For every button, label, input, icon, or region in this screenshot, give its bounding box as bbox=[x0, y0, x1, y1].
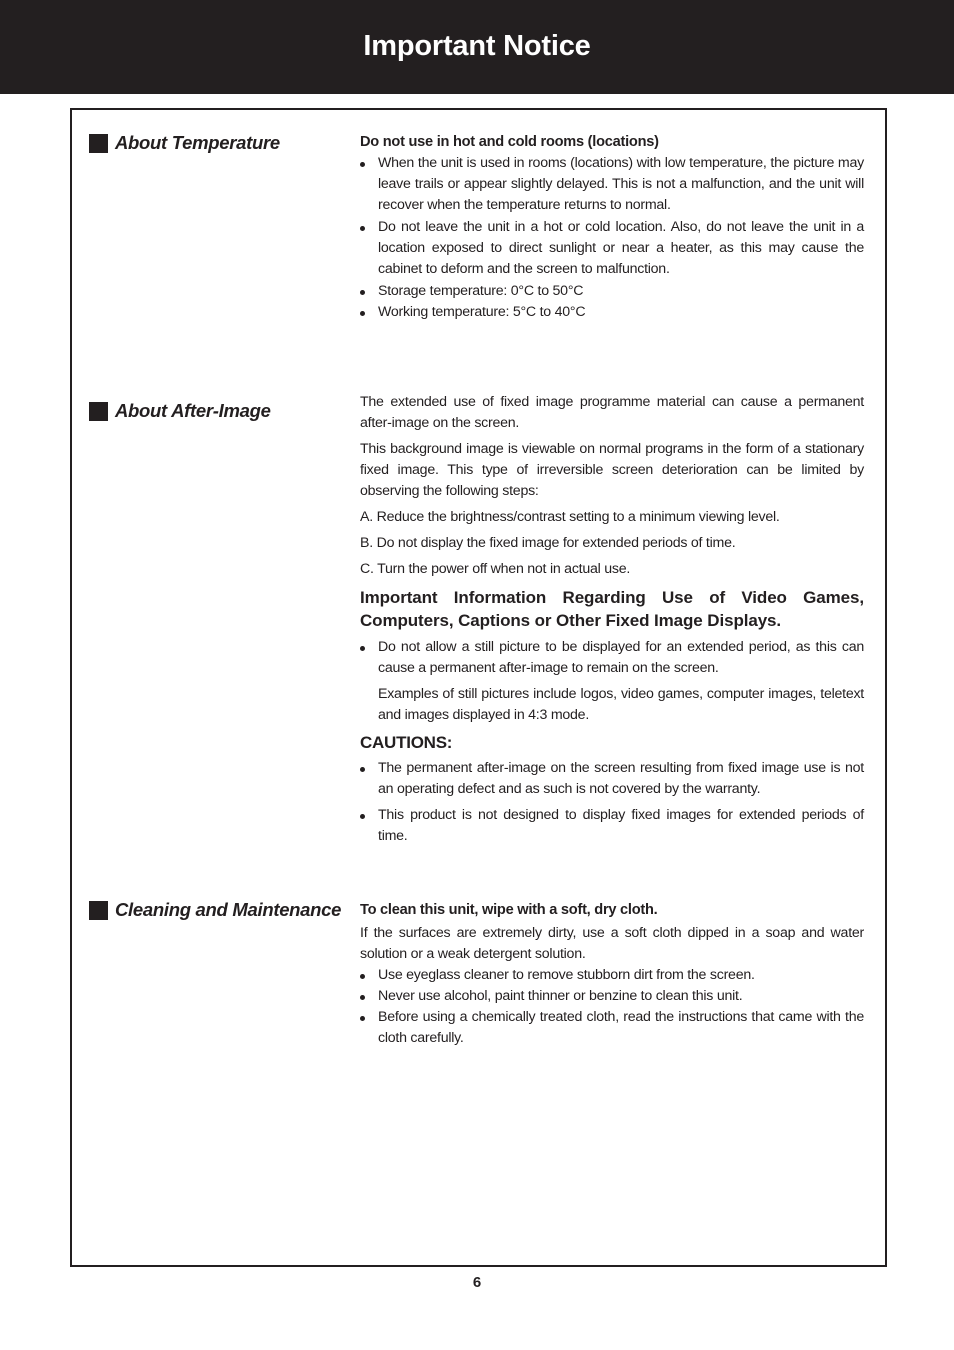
examples-text: Examples of still pictures include logos, video games, computer images, teletext and images displayed in 4:3 mode. bbox=[378, 686, 864, 723]
page-number: 6 bbox=[472, 1274, 482, 1291]
bullet-icon bbox=[360, 995, 365, 1000]
step-b: B. Do not display the fixed image for extended periods of time. bbox=[360, 535, 736, 551]
after-image-intro: The extended use of fixed image programme material can cause a permanent after-image on the screen. bbox=[360, 394, 864, 431]
square-bullet-icon bbox=[89, 901, 108, 920]
after-image-content bbox=[360, 392, 864, 847]
bullet-icon bbox=[360, 1016, 365, 1021]
section-heading-after-image bbox=[89, 400, 271, 422]
bullet-icon bbox=[360, 311, 365, 316]
header-bar bbox=[0, 0, 954, 94]
list-item: Working temperature: 5°C to 40°C bbox=[360, 302, 864, 323]
bullet-icon bbox=[360, 290, 365, 295]
square-bullet-icon bbox=[89, 402, 108, 421]
section-heading-cleaning bbox=[89, 899, 341, 921]
temperature-list bbox=[360, 153, 864, 323]
list-item: This product is not designed to display fixed images for extended periods of time. bbox=[360, 805, 864, 847]
bullet-icon bbox=[360, 767, 365, 772]
list-item: The permanent after-image on the screen resulting from fixed image use is not an operating defect and as such is not covered by the warranty. bbox=[360, 758, 864, 800]
temperature-subheading: Do not use in hot and cold rooms (locations) bbox=[360, 134, 659, 150]
list-item: Storage temperature: 0°C to 50°C bbox=[360, 281, 864, 302]
step-a: A. Reduce the brightness/contrast setting to a minimum viewing level. bbox=[360, 509, 780, 525]
after-image-description: This background image is viewable on normal programs in the form of a stationary fixed image. This type of irreversible screen deterioration can be limited by observing the following steps: bbox=[360, 441, 864, 499]
cleaning-content bbox=[360, 900, 864, 1049]
list-item: When the unit is used in rooms (locations) with low temperature, the picture may leave trails or appear slightly delayed. This is not a malfunction, and the unit will recover when the temperature returns to normal. bbox=[360, 153, 864, 216]
list-item: Do not leave the unit in a hot or cold location. Also, do not leave the unit in a location exposed to direct sunlight or near a heater, as this may cause the cabinet to deform and the screen to malfunction. bbox=[360, 217, 864, 280]
section-heading-temperature bbox=[89, 132, 280, 154]
list-item: Never use alcohol, paint thinner or benzine to clean this unit. bbox=[360, 986, 864, 1007]
bullet-icon bbox=[360, 646, 365, 651]
list-item: Use eyeglass cleaner to remove stubborn dirt from the screen. bbox=[360, 965, 864, 986]
cautions-list bbox=[360, 758, 864, 847]
bullet-icon bbox=[360, 974, 365, 979]
bullet-icon bbox=[360, 226, 365, 231]
important-info-list bbox=[360, 637, 864, 679]
section-title: Cleaning and Maintenance bbox=[115, 899, 342, 920]
important-info-heading: Important Information Regarding Use of Video Games, Computers, Captions or Other Fixed Image Displays. bbox=[360, 588, 864, 630]
cleaning-description: If the surfaces are extremely dirty, use a soft cloth dipped in a soap and water solution or a weak detergent solution. bbox=[360, 925, 864, 962]
list-item: Do not allow a still picture to be displayed for an extended period, as this can cause a permanent after-image to remain on the screen. bbox=[360, 637, 864, 679]
list-item: Before using a chemically treated cloth, read the instructions that came with the cloth carefully. bbox=[360, 1007, 864, 1049]
step-c: C. Turn the power off when not in actual use. bbox=[360, 561, 631, 577]
square-bullet-icon bbox=[89, 134, 108, 153]
cautions-heading: CAUTIONS: bbox=[360, 733, 453, 752]
section-title: About After-Image bbox=[115, 400, 271, 421]
section-title: About Temperature bbox=[115, 132, 280, 153]
bullet-icon bbox=[360, 162, 365, 167]
cleaning-list bbox=[360, 965, 864, 1049]
bullet-icon bbox=[360, 814, 365, 819]
cleaning-subheading: To clean this unit, wipe with a soft, dry cloth. bbox=[360, 902, 658, 918]
temperature-content bbox=[360, 132, 864, 323]
page-title: Important Notice bbox=[363, 29, 591, 62]
